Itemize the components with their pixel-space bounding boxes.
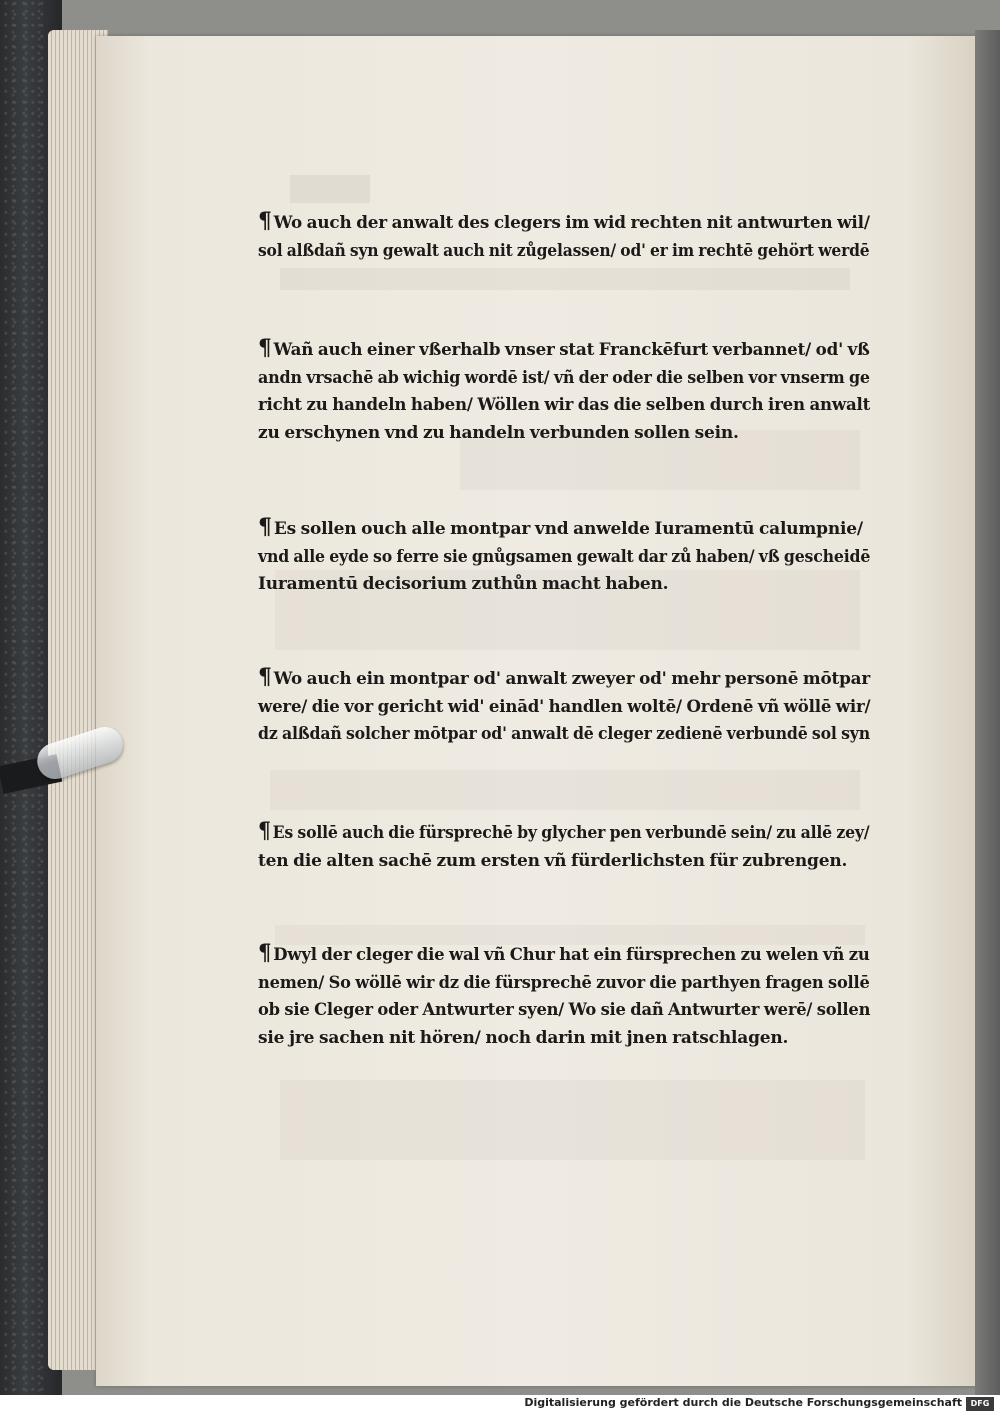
text-line: zu erschynen vnd zu handeln verbunden sollen sein. (258, 422, 739, 443)
footer-bar (0, 1395, 1000, 1414)
paragraph-mark: ¶ (258, 208, 272, 234)
text-line: ¶ Es sollen ouch alle montpar vnd anwelde Iuramentū calumpnie/ (258, 514, 863, 540)
funding-credit: Digitalisierung gefördert durch die Deutsche Forschungsgemeinschaft (524, 1396, 962, 1409)
text-line: dz alßdañ solcher mōtpar od' anwalt dē cleger zedienē verbundē sol syn (258, 724, 870, 744)
text-line: nemen/ So wöllē wir dz die fürsprechē zuvor die parthyen fragen sollē (258, 972, 870, 993)
page-right-shadow (975, 30, 1000, 1395)
paragraph-3 (258, 514, 871, 599)
text-line: ¶ Wo auch der anwalt des clegers im wid rechten nit antwurten wil/ (258, 208, 870, 234)
text-line: Iuramentū decisorium zuthůn macht haben. (258, 574, 669, 594)
text-line: were/ die vor gericht wid' einād' handlen woltē/ Ordenē vñ wöllē wir/ (258, 696, 871, 717)
bleed-through (280, 1080, 865, 1160)
paragraph-6 (258, 940, 871, 1052)
paragraph-5 (258, 818, 868, 875)
cover-texture (4, 0, 44, 1395)
text-line: sol alßdañ syn gewalt auch nit zůgelassen/ od' er im rechtē gehört werdē (258, 240, 870, 261)
paragraph-2 (258, 335, 871, 447)
text-line: andn vrsachē ab wichig wordē ist/ vñ der oder die selben vor vnserm ge (258, 367, 870, 388)
text-line: ob sie Cleger oder Antwurter syen/ Wo sie dañ Antwurter werē/ sollen (258, 1000, 871, 1020)
paragraph-mark: ¶ (258, 335, 272, 361)
bleed-through (290, 175, 370, 203)
bleed-through (270, 770, 860, 810)
paragraph-mark: ¶ (258, 664, 272, 690)
text-line: ¶ Es sollē auch die fürsprechē by glycher pen verbundē sein/ zu allē zey/ (258, 818, 870, 844)
paragraph-mark: ¶ (258, 514, 272, 540)
paragraph-mark: ¶ (258, 940, 272, 966)
text-line: richt zu handeln haben/ Wöllen wir das die selben durch iren anwalt (258, 395, 871, 415)
dfg-logo-icon: DFG (966, 1397, 994, 1411)
paragraph-mark: ¶ (258, 818, 271, 844)
paragraph-1 (258, 208, 868, 265)
paragraph-4 (258, 664, 871, 749)
text-line: ¶ Dwyl der cleger die wal vñ Chur hat ein fürsprechen zu welen vñ zu (258, 940, 870, 966)
text-line: vnd alle eyde so ferre sie gnůgsamen gewalt dar zů haben/ vß gescheidē (258, 546, 871, 567)
text-line: sie jre sachen nit hören/ noch darin mit jnen ratschlagen. (258, 1027, 789, 1048)
text-line: ¶ Wañ auch einer vßerhalb vnser stat Franckēfurt verbannet/ od' vß (258, 335, 870, 361)
text-line: ten die alten sachē zum ersten vñ fürderlichsten für zubrengen. (258, 850, 848, 871)
bleed-through (280, 268, 850, 290)
text-line: ¶ Wo auch ein montpar od' anwalt zweyer od' mehr personē mōtpar (258, 664, 871, 690)
